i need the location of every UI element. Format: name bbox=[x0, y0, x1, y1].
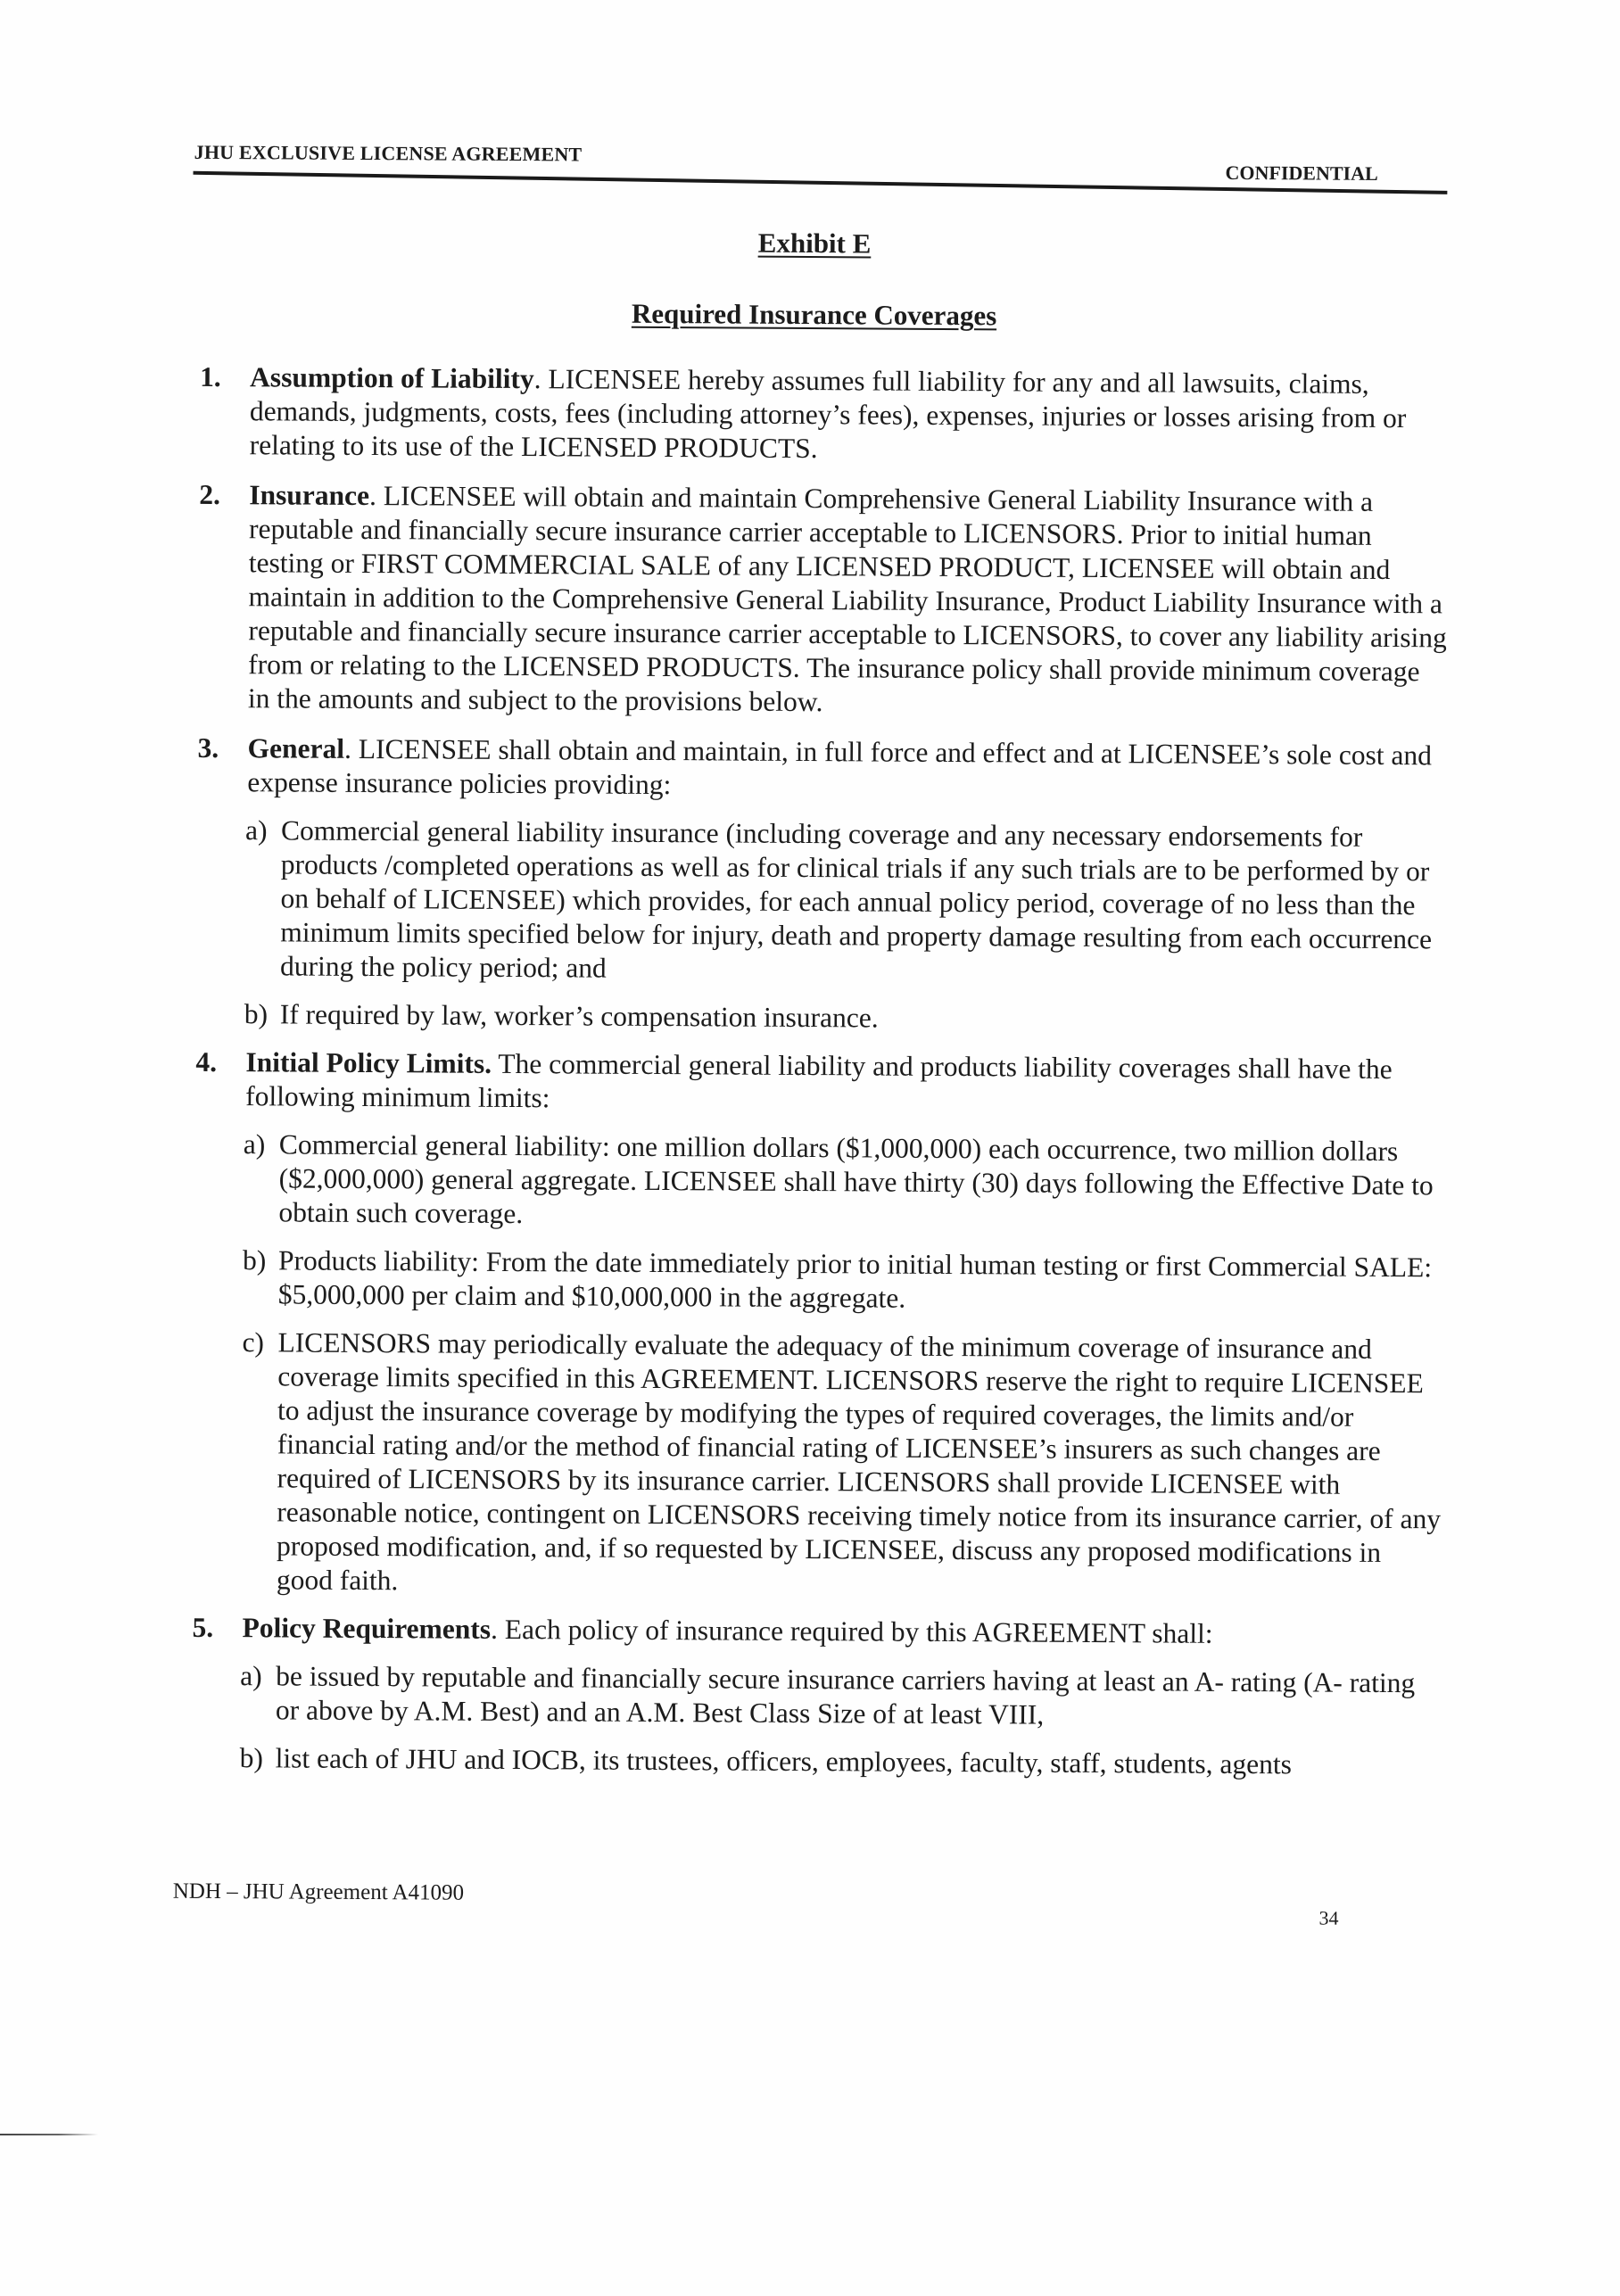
item-text: Commercial general liability: one million dollars ($1,000,000) each occurrence, two million dollars ($2,000,000) general aggregate. LICENSEE shall have thirty (30) days following the Effective Date to obtain such coverage. bbox=[278, 1128, 1434, 1230]
section-heading: General bbox=[247, 732, 345, 764]
section-policy-requirements bbox=[192, 1611, 1441, 1653]
page-number: 34 bbox=[1318, 1906, 1339, 1929]
document-body bbox=[192, 360, 1450, 1783]
section-number: 3. bbox=[197, 731, 219, 764]
section-assumption-of-liability bbox=[200, 360, 1450, 470]
list-item bbox=[196, 814, 1446, 991]
section-text: . LICENSEE will obtain and maintain Comprehensive General Liability Insurance with a reputable and financially secure insurance carrier acceptable to LICENSORS. Prior to initial human testing or FIRST COMMERCIAL SALE of any LICENSED PRODUCT, LICENSEE will obtain and maintain in addition to the Comprehensive General Liability Insurance, Product Liability Insurance with a reputable and financially secure insurance carrier acceptable to LICENSORS, to cover any liability arising from or relating to the LICENSED PRODUCTS. The insurance policy shall provide minimum coverage in the amounts and subject to the provisions below. bbox=[247, 480, 1447, 718]
exhibit-title bbox=[4, 223, 1620, 265]
scan-artifact-line bbox=[0, 2134, 98, 2135]
section-insurance bbox=[198, 478, 1449, 723]
list-item bbox=[192, 1659, 1441, 1735]
section-subtitle bbox=[4, 294, 1620, 336]
item-letter: b) bbox=[242, 1244, 267, 1276]
section-number: 2. bbox=[199, 478, 221, 511]
item-letter: b) bbox=[244, 998, 269, 1030]
item-letter: b) bbox=[239, 1742, 264, 1774]
section-heading: Insurance bbox=[249, 479, 370, 512]
section-text: The commercial general liability and products liability coverages shall have the following minimum limits: bbox=[245, 1047, 1393, 1114]
section-text: . Each policy of insurance required by this AGREEMENT shall: bbox=[490, 1613, 1213, 1649]
item-text: list each of JHU and IOCB, its trustees, officers, employees, faculty, staff, students, agents bbox=[275, 1742, 1293, 1780]
section-initial-policy-limits bbox=[195, 1045, 1444, 1121]
section-heading: Initial Policy Limits. bbox=[245, 1046, 492, 1079]
item-text: be issued by reputable and financially secure insurance carriers having at least an A- rating (A- rating or above by A.M. Best) and an A.M. Best Class Size of at least VIII, bbox=[275, 1660, 1416, 1730]
list-item bbox=[196, 997, 1445, 1039]
item-text: Commercial general liability insurance (including coverage and any necessary endorsements for products /completed operations as well as for clinical trials if any such trials are to be performed by or on behalf of LICENSEE) which provides, for each annual policy period, coverage of no less than the minimum limits specified below for injury, death and property damage resulting from each occurrence during the policy period; and bbox=[279, 814, 1433, 984]
section-number: 4. bbox=[195, 1045, 218, 1078]
section-number: 1. bbox=[200, 360, 221, 393]
exhibit-title-text: Exhibit E bbox=[757, 227, 872, 260]
item-text: Products liability: From the date immediately prior to initial human testing or first Commercial SALE: $5,000,000 per claim and $10,000,000 in the aggregate. bbox=[277, 1244, 1433, 1314]
list-item bbox=[194, 1127, 1444, 1237]
item-text: LICENSORS may periodically evaluate the adequacy of the minimum coverage of insurance and coverage limits specified in this AGREEMENT. LICENSORS reserve the right to require LICENSEE to adjust the insurance coverage by modifying the types of required coverages, the limits and/or financial rating and/or the method of financial rating of LICENSEE’s insurers as such changes are required of LICENSORS by its insurance carrier. LICENSORS shall provide LICENSEE with reasonable notice, contingent on LICENSORS receiving timely notice from its insurance carrier, of any proposed modification, and, if so requested by LICENSEE, discuss any proposed modifications in good faith. bbox=[276, 1326, 1442, 1597]
section-general bbox=[197, 731, 1446, 807]
list-item bbox=[193, 1326, 1443, 1605]
section-text: . LICENSEE shall obtain and maintain, in full force and effect and at LICENSEE’s sole cost and expense insurance policies providing: bbox=[247, 732, 1432, 801]
item-letter: a) bbox=[244, 814, 268, 847]
item-letter: c) bbox=[242, 1326, 265, 1359]
list-item bbox=[192, 1741, 1441, 1783]
section-heading: Assumption of Liability bbox=[250, 361, 534, 395]
item-text: If required by law, worker’s compensation insurance. bbox=[279, 998, 879, 1034]
subtitle-text: Required Insurance Coverages bbox=[631, 297, 997, 332]
item-letter: a) bbox=[243, 1128, 266, 1160]
item-letter: a) bbox=[240, 1660, 262, 1692]
section-heading: Policy Requirements bbox=[242, 1612, 492, 1645]
section-number: 5. bbox=[192, 1611, 214, 1643]
section-text: . LICENSEE hereby assumes full liability for any and all lawsuits, claims, demands, judgments, costs, fees (including attorney’s fees), expenses, injuries or losses arising from or relating to its use of the LICENSED PRODUCTS. bbox=[249, 363, 1407, 465]
list-item bbox=[194, 1243, 1443, 1319]
footer-agreement-id: NDH – JHU Agreement A41090 bbox=[172, 1879, 465, 1905]
header-title: JHU EXCLUSIVE LICENSE AGREEMENT bbox=[194, 140, 583, 166]
confidential-label: CONFIDENTIAL bbox=[1225, 161, 1378, 185]
